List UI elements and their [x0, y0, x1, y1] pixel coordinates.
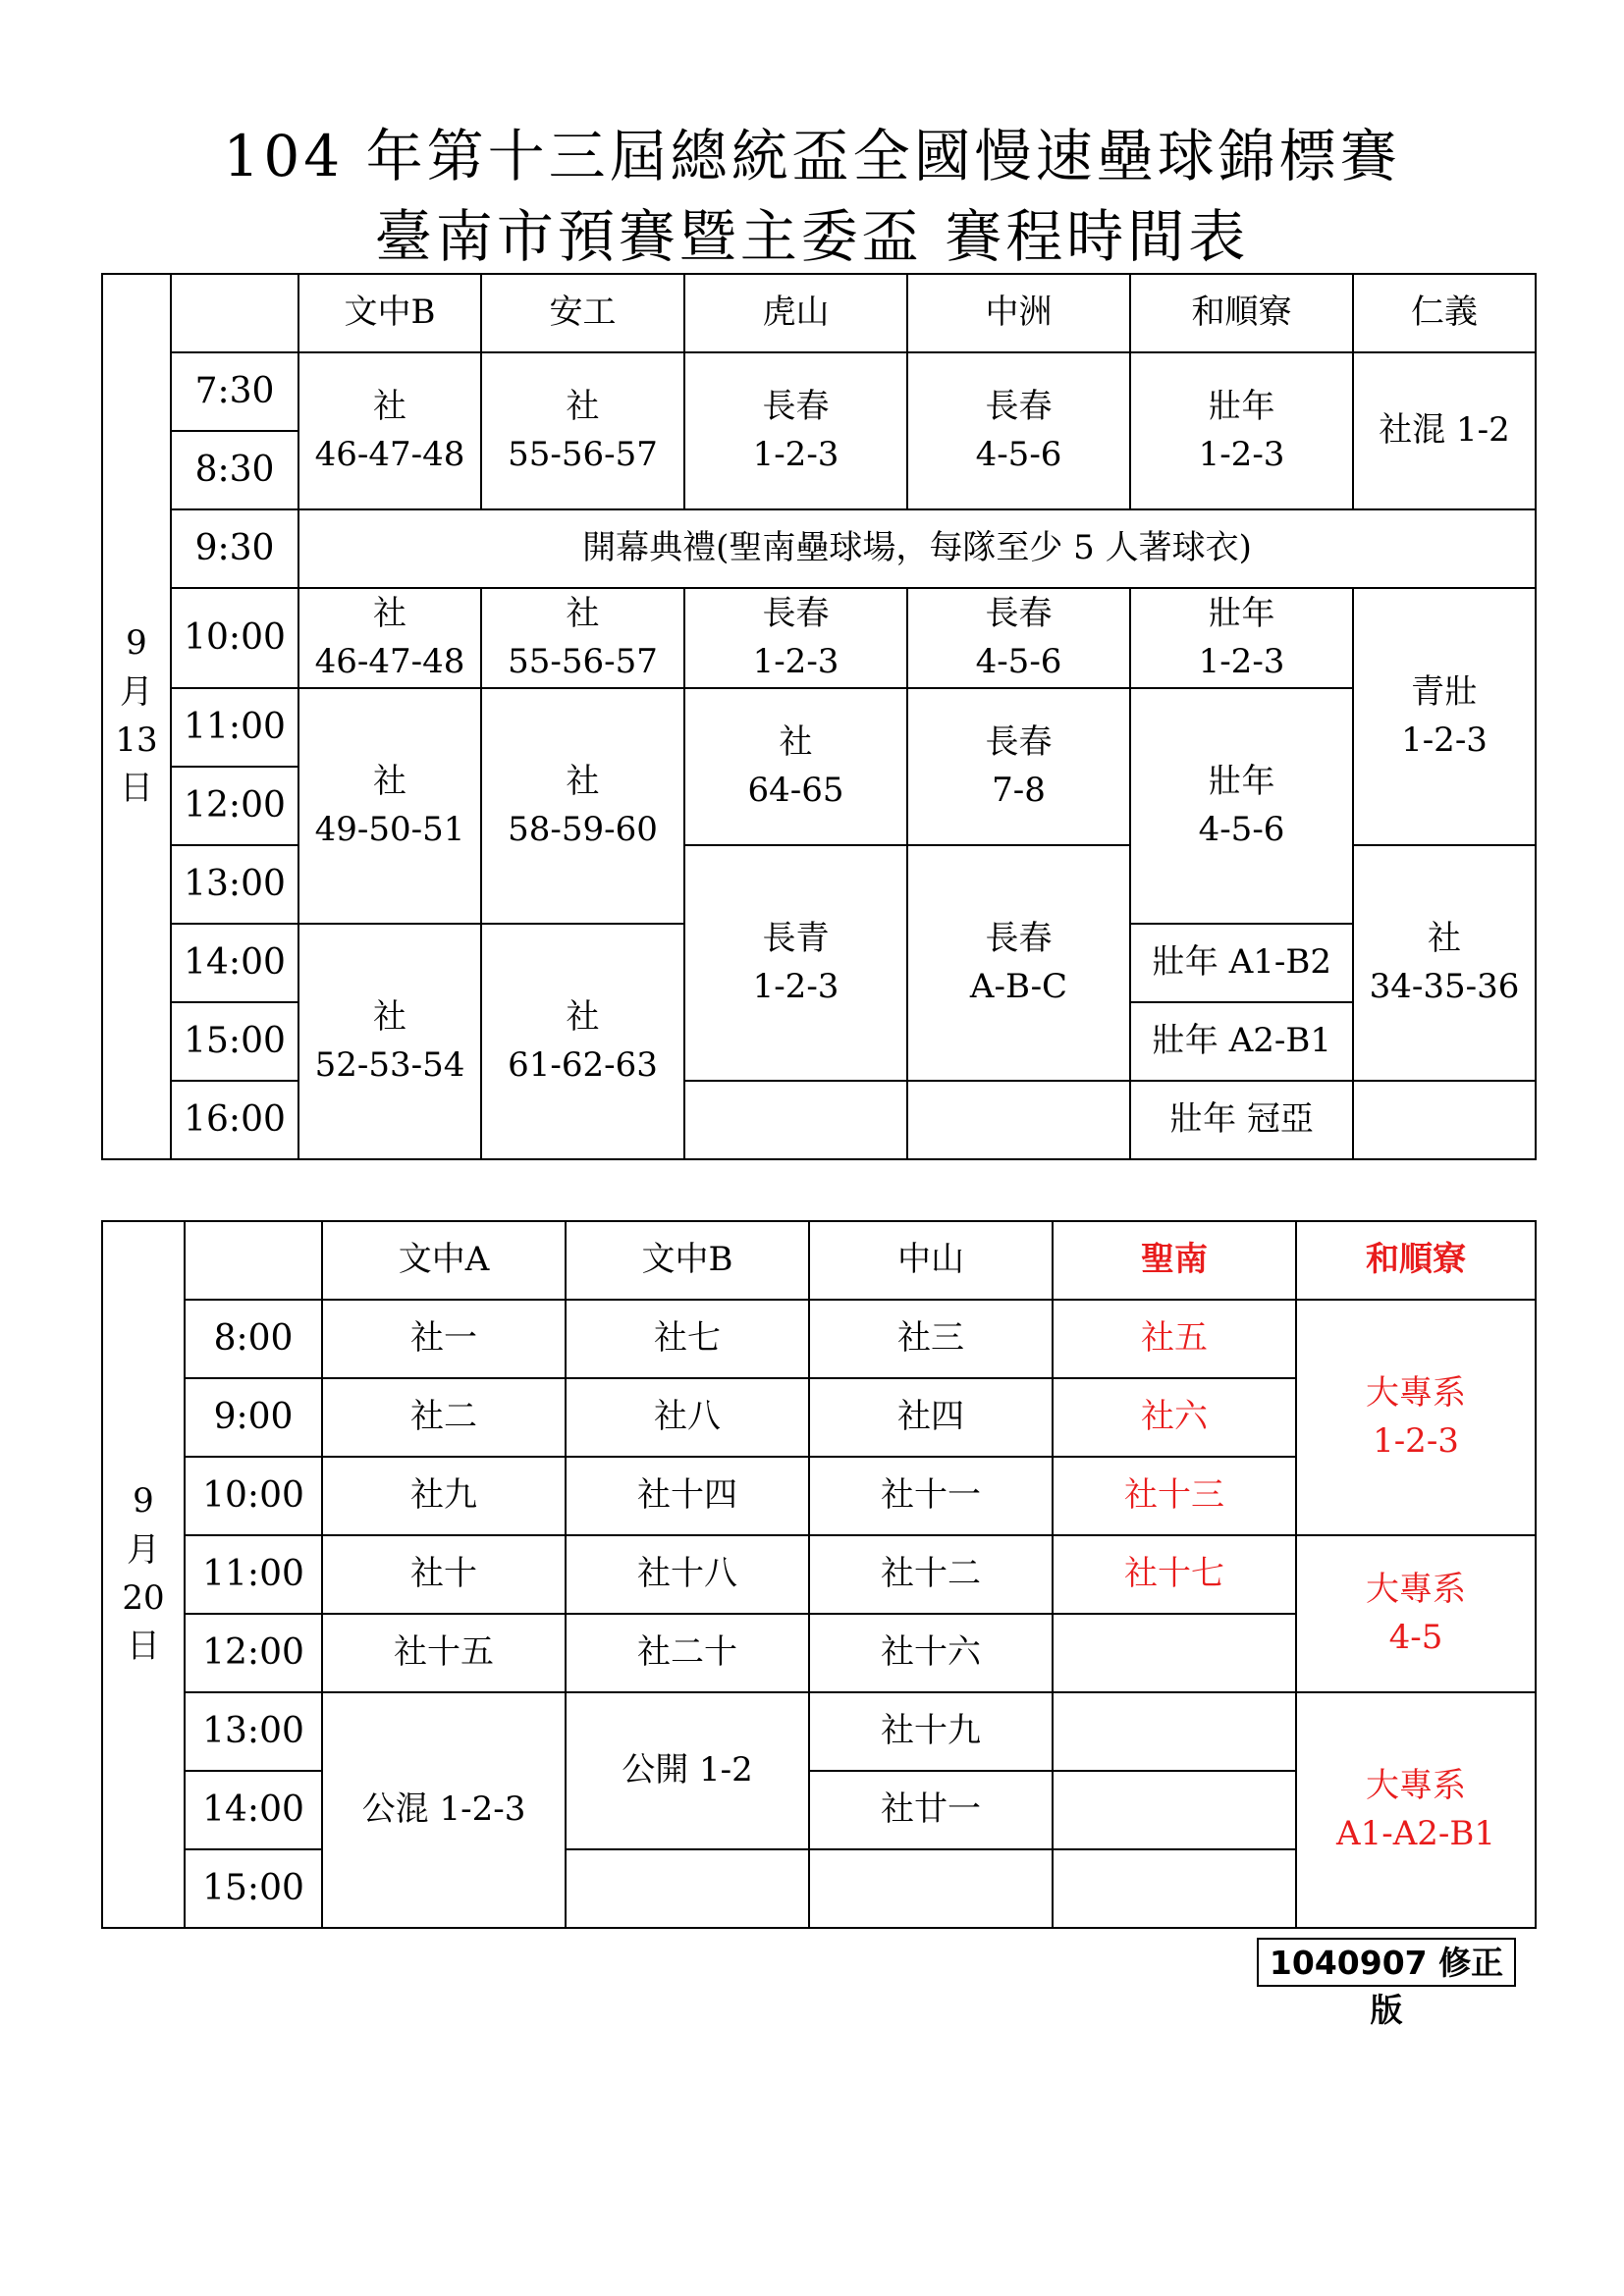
game-cell: 社九	[322, 1457, 566, 1535]
time-slot: 9:00	[185, 1378, 322, 1457]
time-slot: 13:00	[171, 845, 298, 924]
game-cell: 社十	[322, 1535, 566, 1614]
game-cell: 社十九	[809, 1692, 1053, 1771]
empty-cell	[1053, 1849, 1296, 1928]
game-cell: 壯年 1-2-3	[1130, 588, 1353, 688]
game-cell: 長春 A-B-C	[907, 845, 1130, 1081]
empty-cell	[907, 1081, 1130, 1159]
field-header: 和順寮	[1130, 274, 1353, 352]
time-slot: 10:00	[171, 588, 298, 688]
title-line-2: 臺南市預賽暨主委盃 賽程時間表	[374, 203, 1250, 270]
game-cell: 大專系 4-5	[1296, 1535, 1536, 1692]
time-slot: 16:00	[171, 1081, 298, 1159]
game-cell: 社混 1-2	[1353, 352, 1536, 509]
schedule-table-sept20	[101, 1220, 1537, 1929]
empty-cell	[566, 1849, 809, 1928]
game-cell: 壯年 4-5-6	[1130, 688, 1353, 924]
game-cell: 社 46-47-48	[298, 588, 481, 688]
game-cell: 長春 1-2-3	[684, 588, 907, 688]
game-cell: 長春 4-5-6	[907, 588, 1130, 688]
game-cell: 社六	[1053, 1378, 1296, 1457]
game-cell: 社十五	[322, 1614, 566, 1692]
schedule-table-sept13	[101, 273, 1537, 1160]
game-cell: 壯年 A1-B2	[1130, 924, 1353, 1002]
game-cell: 社 58-59-60	[481, 688, 684, 924]
field-header: 中洲	[907, 274, 1130, 352]
game-cell: 公混 1-2-3	[322, 1692, 566, 1928]
date-cell: 9 月 20 日	[102, 1221, 185, 1928]
game-cell: 社廿一	[809, 1771, 1053, 1849]
game-cell: 社十二	[809, 1535, 1053, 1614]
game-cell: 長青 1-2-3	[684, 845, 907, 1081]
game-cell: 壯年 冠亞	[1130, 1081, 1353, 1159]
empty-cell	[1053, 1771, 1296, 1849]
game-cell: 社八	[566, 1378, 809, 1457]
game-cell: 社一	[322, 1300, 566, 1378]
game-cell: 社五	[1053, 1300, 1296, 1378]
field-header: 仁義	[1353, 274, 1536, 352]
game-cell: 社十八	[566, 1535, 809, 1614]
time-slot: 12:00	[185, 1614, 322, 1692]
empty-cell	[809, 1849, 1053, 1928]
game-cell: 社十三	[1053, 1457, 1296, 1535]
field-header: 文中B	[298, 274, 481, 352]
game-cell: 社 55-56-57	[481, 588, 684, 688]
time-slot: 14:00	[171, 924, 298, 1002]
game-cell: 青壯 1-2-3	[1353, 588, 1536, 845]
game-cell: 社七	[566, 1300, 809, 1378]
time-slot: 15:00	[185, 1849, 322, 1928]
time-slot: 15:00	[171, 1002, 298, 1081]
revision-label: 1040907 修正版	[1257, 1938, 1516, 1987]
game-cell: 公開 1-2	[566, 1692, 809, 1849]
game-cell: 社 52-53-54	[298, 924, 481, 1159]
date-cell: 9 月 13 日	[102, 274, 171, 1159]
field-header: 文中B	[566, 1221, 809, 1300]
game-cell: 社 61-62-63	[481, 924, 684, 1159]
game-cell: 社 49-50-51	[298, 688, 481, 924]
field-header: 安工	[481, 274, 684, 352]
game-cell: 社四	[809, 1378, 1053, 1457]
empty-cell	[1053, 1614, 1296, 1692]
time-slot: 8:00	[185, 1300, 322, 1378]
opening-ceremony: 開幕典禮(聖南壘球場，每隊至少 5 人著球衣)	[298, 509, 1536, 588]
time-slot: 9:30	[171, 509, 298, 588]
game-cell: 社二	[322, 1378, 566, 1457]
empty-cell	[1053, 1692, 1296, 1771]
game-cell: 社 55-56-57	[481, 352, 684, 509]
field-header: 和順寮	[1296, 1221, 1536, 1300]
field-header: 聖南	[1053, 1221, 1296, 1300]
empty-cell	[1353, 1081, 1536, 1159]
game-cell: 社 64-65	[684, 688, 907, 845]
game-cell: 社十四	[566, 1457, 809, 1535]
title-line-1: 104 年第十三屆總統盃全國慢速壘球錦標賽	[223, 123, 1401, 189]
game-cell: 長春 1-2-3	[684, 352, 907, 509]
field-header: 虎山	[684, 274, 907, 352]
game-cell: 壯年 1-2-3	[1130, 352, 1353, 509]
time-slot: 11:00	[171, 688, 298, 767]
time-slot: 11:00	[185, 1535, 322, 1614]
empty-cell	[684, 1081, 907, 1159]
time-slot: 10:00	[185, 1457, 322, 1535]
game-cell: 長春 7-8	[907, 688, 1130, 845]
game-cell: 社 46-47-48	[298, 352, 481, 509]
time-slot: 14:00	[185, 1771, 322, 1849]
game-cell: 社三	[809, 1300, 1053, 1378]
game-cell: 社十七	[1053, 1535, 1296, 1614]
game-cell: 長春 4-5-6	[907, 352, 1130, 509]
game-cell: 社 34-35-36	[1353, 845, 1536, 1081]
game-cell: 社十一	[809, 1457, 1053, 1535]
field-header: 文中A	[322, 1221, 566, 1300]
header-corner	[185, 1221, 322, 1300]
game-cell: 大專系 A1-A2-B1	[1296, 1692, 1536, 1928]
game-cell: 社十六	[809, 1614, 1053, 1692]
header-corner	[171, 274, 298, 352]
time-slot: 7:30	[171, 352, 298, 431]
game-cell: 壯年 A2-B1	[1130, 1002, 1353, 1081]
time-slot: 13:00	[185, 1692, 322, 1771]
time-slot: 12:00	[171, 767, 298, 845]
game-cell: 社二十	[566, 1614, 809, 1692]
game-cell: 大專系 1-2-3	[1296, 1300, 1536, 1535]
field-header: 中山	[809, 1221, 1053, 1300]
time-slot: 8:30	[171, 431, 298, 509]
